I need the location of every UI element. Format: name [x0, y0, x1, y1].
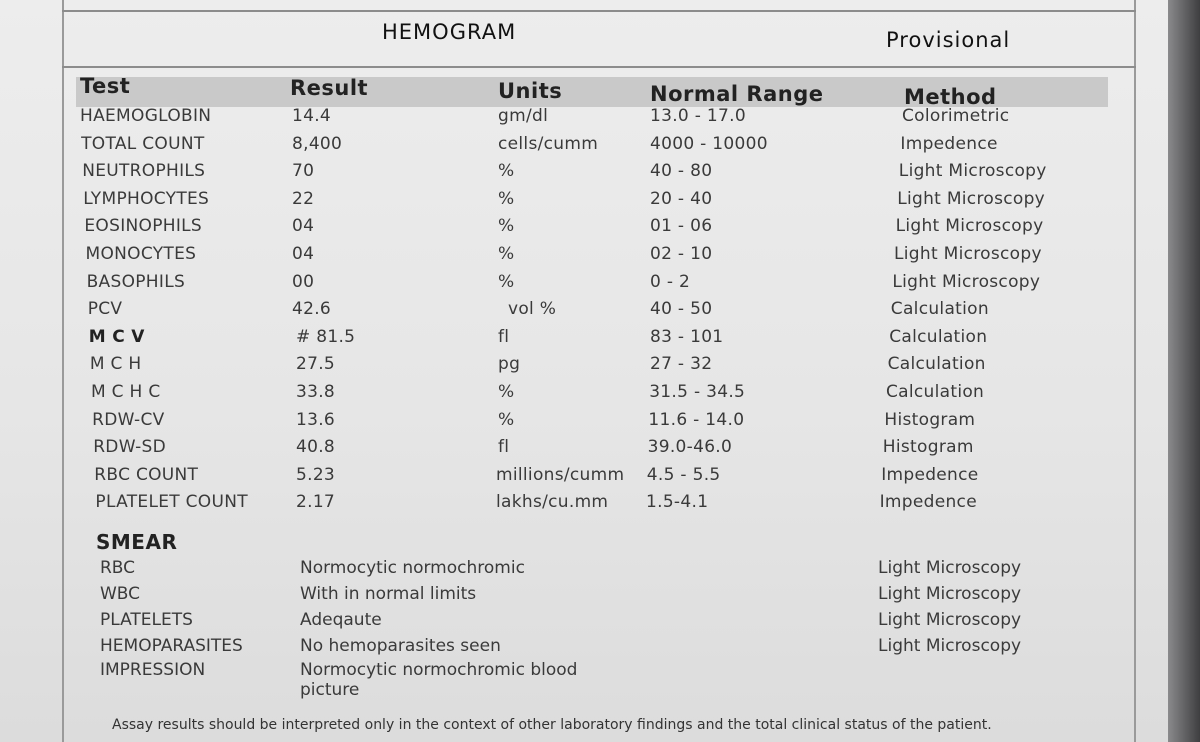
method-value: Light Microscopy	[898, 161, 1047, 182]
result-value: 33.8	[296, 382, 336, 402]
normal-range-value: 01 - 06	[650, 216, 713, 237]
method-value: Light Microscopy	[892, 271, 1041, 292]
normal-range-value: 20 - 40	[650, 188, 713, 209]
table-row	[0, 437, 1168, 463]
test-name: M C H C	[91, 382, 161, 402]
column-header-test: Test	[80, 74, 131, 98]
table-row	[0, 189, 1168, 215]
result-value: 22	[292, 188, 315, 209]
method-value: Histogram	[884, 409, 976, 430]
table-row	[0, 299, 1168, 325]
column-header-result: Result	[290, 76, 369, 100]
units-value: fl	[498, 326, 510, 347]
units-value: %	[498, 216, 515, 237]
table-row	[0, 410, 1168, 436]
units-value: cells/cumm	[498, 133, 599, 154]
normal-range-value: 02 - 10	[650, 244, 713, 264]
result-value: 2.17	[296, 492, 336, 513]
smear-value: Adeqaute	[300, 610, 382, 630]
table-row	[0, 272, 1168, 298]
smear-method: Light Microscopy	[878, 584, 1022, 604]
smear-label: RBC	[100, 558, 136, 578]
normal-range-value: 11.6 - 14.0	[648, 409, 745, 430]
table-row	[0, 216, 1168, 242]
table-row	[0, 161, 1168, 187]
column-header-units: Units	[498, 79, 563, 103]
test-name: HAEMOGLOBIN	[80, 106, 212, 126]
normal-range-value: 83 - 101	[650, 326, 724, 347]
result-value: 04	[292, 244, 315, 264]
method-value: Calculation	[886, 382, 985, 402]
test-name: RBC COUNT	[94, 464, 199, 485]
column-header-normal-range: Normal Range	[650, 82, 824, 106]
test-name: LYMPHOCYTES	[83, 188, 210, 209]
normal-range-value: 31.5 - 34.5	[649, 382, 746, 402]
normal-range-value: 13.0 - 17.0	[650, 106, 746, 126]
units-value: vol %	[508, 299, 557, 320]
result-value: # 81.5	[296, 326, 356, 347]
method-value: Calculation	[890, 299, 989, 320]
result-value: 14.4	[292, 106, 332, 126]
method-value: Impedence	[900, 133, 998, 154]
units-value: %	[498, 271, 515, 292]
test-name: PLATELET COUNT	[95, 492, 248, 513]
smear-title: SMEAR	[96, 530, 178, 554]
test-name: EOSINOPHILS	[84, 216, 203, 237]
units-value: %	[498, 188, 515, 209]
monitor-bezel	[1168, 0, 1200, 742]
method-value: Light Microscopy	[897, 188, 1046, 209]
table-row	[0, 106, 1168, 132]
test-name: PCV	[87, 299, 123, 320]
table-row	[0, 327, 1168, 353]
normal-range-value: 39.0-46.0	[647, 437, 733, 458]
header-divider	[62, 66, 1136, 68]
result-value: 8,400	[292, 133, 343, 154]
column-header-method: Method	[904, 85, 997, 109]
smear-method: Light Microscopy	[878, 610, 1022, 630]
normal-range-value: 1.5-4.1	[646, 492, 709, 513]
method-value: Impedence	[881, 464, 979, 485]
normal-range-value: 4.5 - 5.5	[646, 464, 721, 485]
table-row	[0, 492, 1168, 518]
units-value: %	[498, 244, 515, 264]
test-name: M C H	[89, 354, 142, 375]
method-value: Calculation	[887, 354, 986, 375]
test-name: RDW-CV	[92, 409, 165, 430]
smear-label: IMPRESSION	[100, 660, 206, 680]
result-value: 27.5	[296, 354, 336, 375]
result-value: 40.8	[296, 437, 336, 458]
result-value: 13.6	[296, 409, 336, 430]
test-name: TOTAL COUNT	[81, 133, 205, 154]
smear-label: HEMOPARASITES	[100, 636, 243, 656]
smear-label: PLATELETS	[100, 610, 193, 630]
result-value: 00	[292, 271, 315, 292]
normal-range-value: 40 - 80	[650, 161, 713, 182]
test-name: BASOPHILS	[86, 271, 186, 292]
result-value: 42.6	[292, 299, 332, 320]
result-value: 5.23	[296, 464, 336, 485]
smear-value: No hemoparasites seen	[300, 636, 501, 656]
report-status: Provisional	[886, 28, 1011, 52]
top-border	[62, 10, 1136, 12]
test-name: MONOCYTES	[85, 244, 197, 264]
footer-note: Assay results should be interpreted only in the context of other laboratory findings and the total clinical status of the patient.	[112, 717, 992, 733]
table-row	[0, 382, 1168, 408]
result-value: 04	[292, 216, 315, 237]
normal-range-value: 40 - 50	[650, 299, 713, 320]
smear-value: Normocytic normochromic	[300, 558, 525, 578]
smear-label: WBC	[100, 584, 141, 604]
units-value: millions/cumm	[496, 464, 625, 485]
table-row	[0, 465, 1168, 491]
units-value: lakhs/cu.mm	[496, 492, 609, 513]
units-value: %	[498, 409, 515, 430]
method-value: Light Microscopy	[894, 244, 1042, 264]
units-value: %	[498, 161, 515, 182]
units-value: gm/dl	[498, 106, 549, 126]
normal-range-value: 4000 - 10000	[650, 133, 768, 154]
units-value: pg	[498, 354, 521, 375]
method-value: Impedence	[879, 492, 977, 513]
method-value: Calculation	[889, 326, 988, 347]
smear-method: Light Microscopy	[878, 558, 1022, 578]
table-row	[0, 134, 1168, 160]
smear-value: Normocytic normochromic blood picture	[300, 660, 578, 700]
table-row	[0, 244, 1168, 270]
method-value: Light Microscopy	[895, 216, 1044, 237]
normal-range-value: 27 - 32	[650, 354, 713, 375]
smear-method: Light Microscopy	[878, 636, 1022, 656]
test-name: NEUTROPHILS	[82, 161, 206, 182]
method-value: Colorimetric	[902, 106, 1010, 126]
test-name: M C V	[88, 326, 145, 347]
report-title: HEMOGRAM	[382, 20, 517, 44]
result-value: 70	[292, 161, 315, 182]
smear-value: With in normal limits	[300, 584, 477, 604]
test-name: RDW-SD	[93, 437, 167, 458]
table-row	[0, 354, 1168, 380]
method-value: Histogram	[882, 437, 974, 458]
normal-range-value: 0 - 2	[650, 271, 691, 292]
units-value: %	[498, 382, 515, 402]
units-value: fl	[498, 437, 510, 458]
